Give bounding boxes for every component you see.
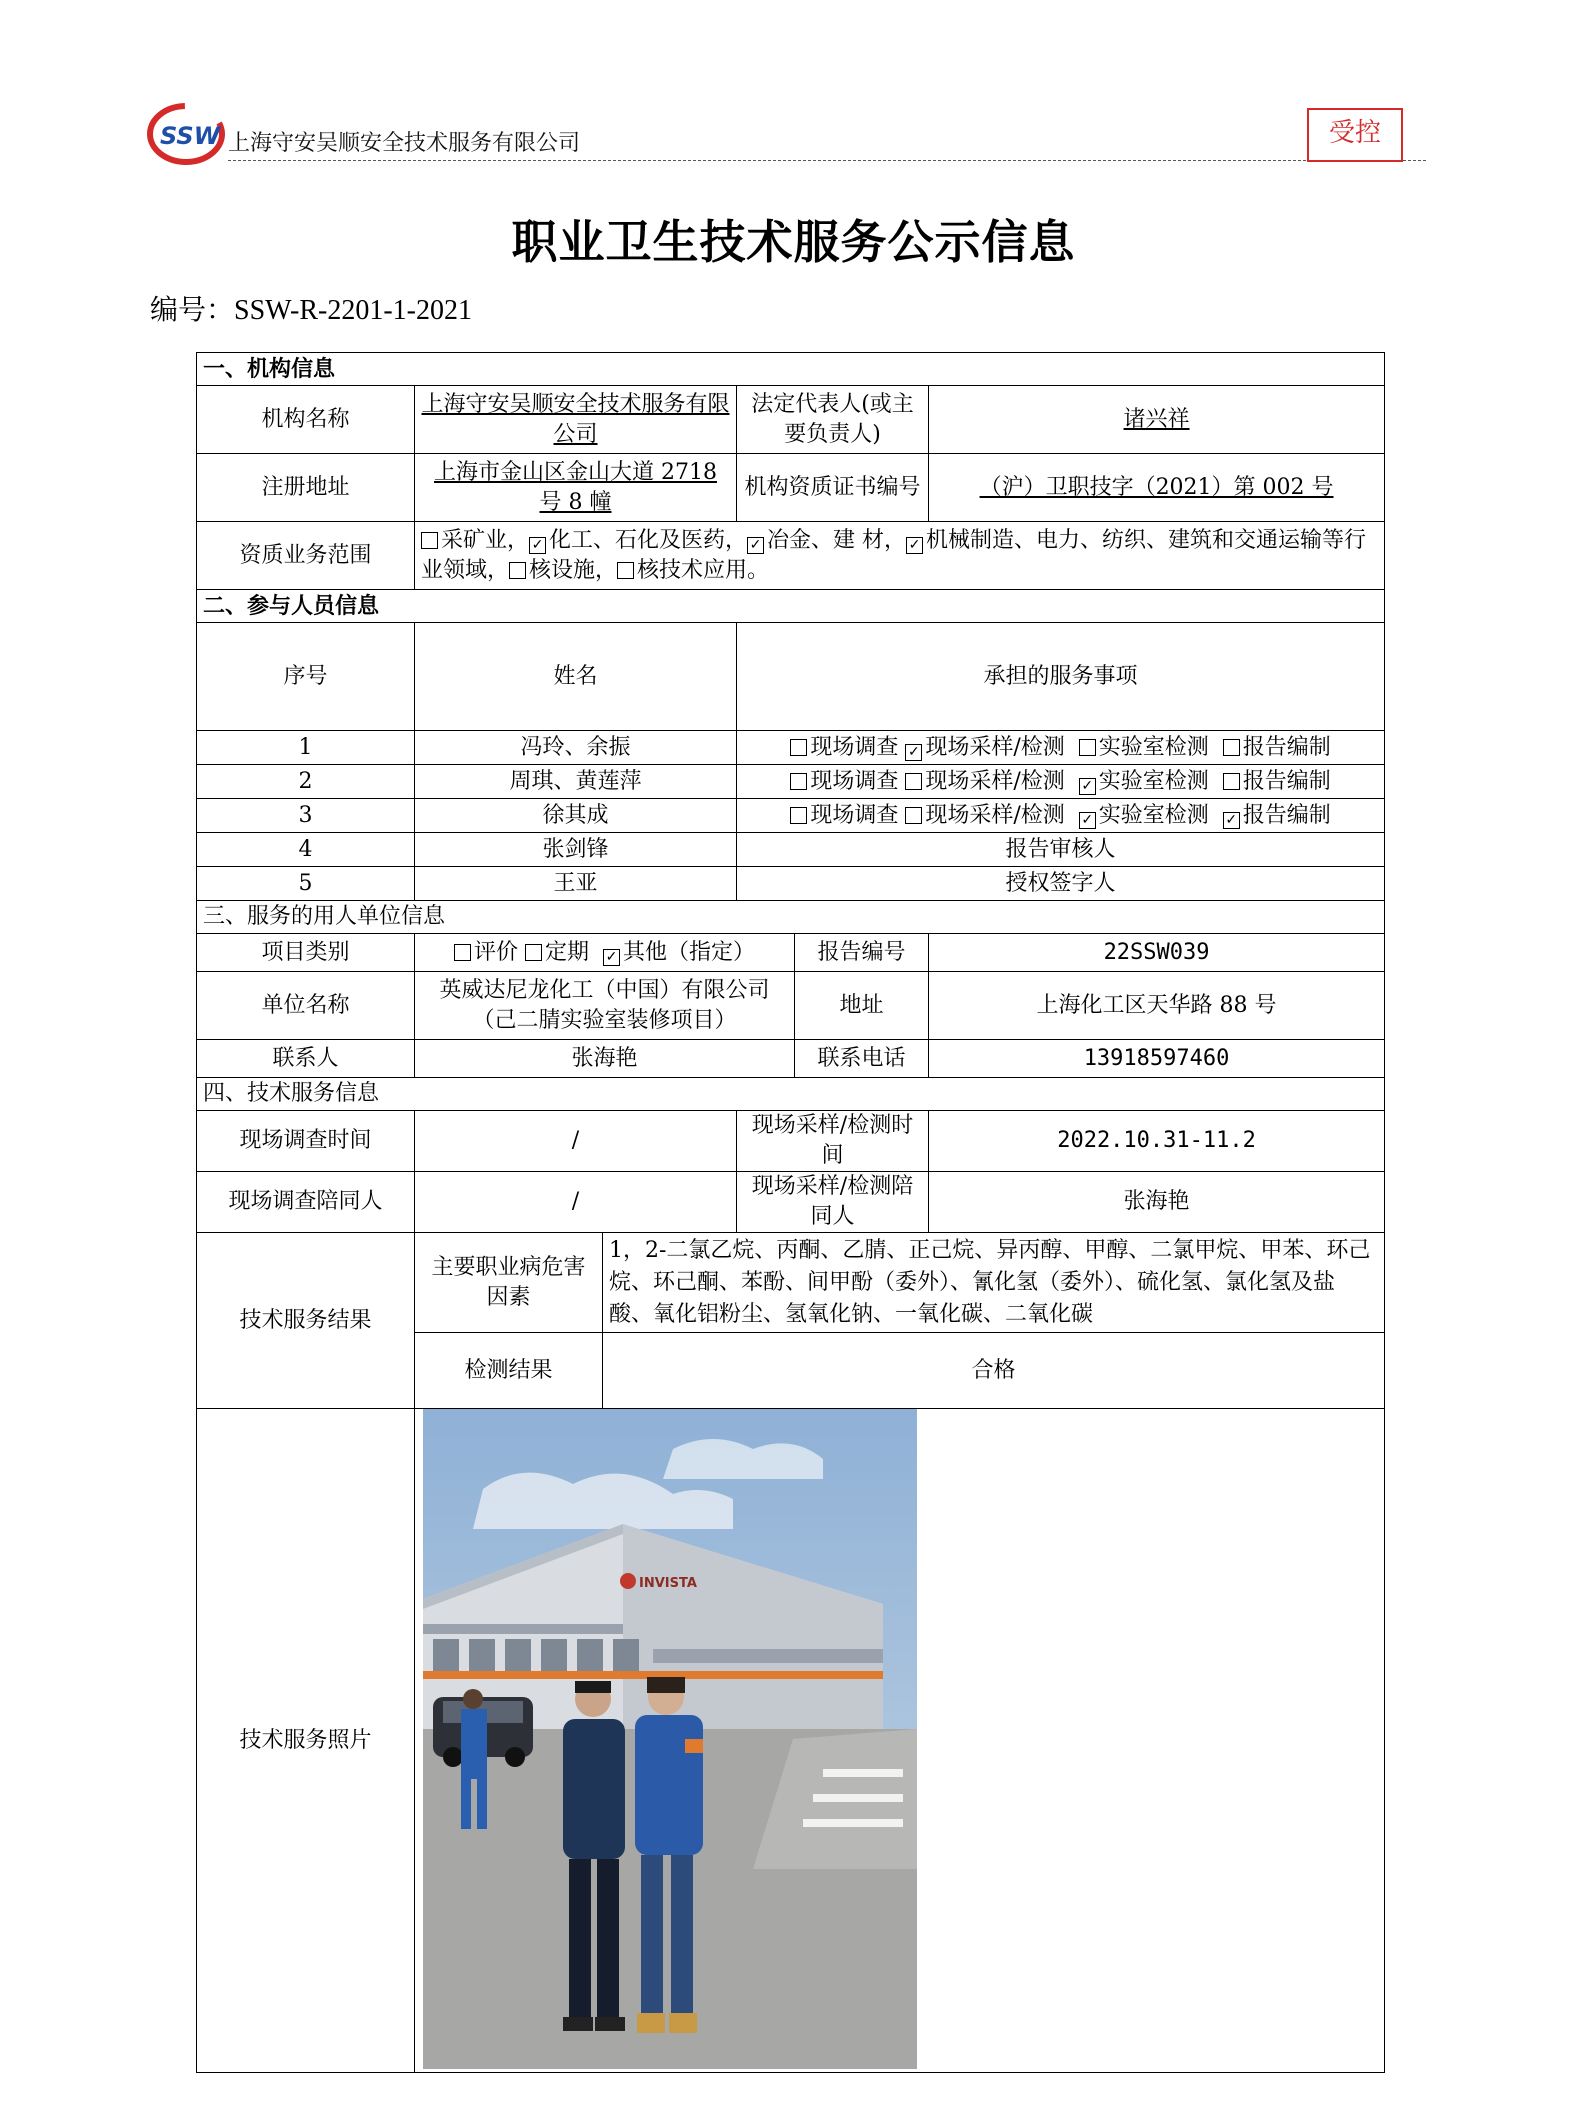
checkbox-checked-icon: ✓	[747, 537, 764, 554]
checkbox-checked-icon: ✓	[1079, 812, 1096, 829]
row-name: 周琪、黄莲萍	[415, 765, 737, 799]
row-name: 徐其成	[415, 799, 737, 833]
survey-escort-value: /	[415, 1172, 737, 1233]
building-sign-text: INVISTA	[639, 1576, 697, 1591]
unit-name-main: 英威达尼龙化工（中国）有限公司	[439, 977, 770, 1003]
detect-label: 检测结果	[415, 1333, 603, 1409]
unit-name-label: 单位名称	[197, 972, 415, 1040]
row-name: 张剑锋	[415, 833, 737, 867]
header-divider	[228, 160, 1426, 161]
row-no: 4	[197, 833, 415, 867]
legal-rep-value: 诸兴祥	[929, 386, 1385, 454]
row-duties: 现场调查 现场采样/检测 ✓ 实验室检测 ✓ 报告编制	[737, 799, 1385, 833]
controlled-stamp: 受控	[1307, 108, 1403, 162]
row-no: 2	[197, 765, 415, 799]
checkbox-checked-icon: ✓	[529, 537, 546, 554]
phone-label: 联系电话	[795, 1040, 929, 1078]
row-duties: 现场调查 现场采样/检测 ✓ 实验室检测 报告编制	[737, 765, 1385, 799]
checkbox-icon	[454, 944, 471, 961]
page-title: 职业卫生技术服务公示信息	[511, 215, 1076, 269]
cert-value: （沪）卫职技字（2021）第 002 号	[929, 454, 1385, 522]
checkbox-icon	[905, 807, 922, 824]
row-no: 3	[197, 799, 415, 833]
checkbox-icon	[617, 562, 634, 579]
checkbox-icon	[790, 773, 807, 790]
sampling-escort-label: 现场采样/检测陪同人	[737, 1172, 929, 1233]
contact-value: 张海艳	[415, 1040, 795, 1078]
survey-escort-label: 现场调查陪同人	[197, 1172, 415, 1233]
logo-text: SSW	[160, 122, 221, 150]
phone-value: 13918597460	[929, 1040, 1385, 1078]
checkbox-icon	[1223, 773, 1240, 790]
contact-label: 联系人	[197, 1040, 415, 1078]
org-name-label: 机构名称	[197, 386, 415, 454]
scope-item: ✓ 化工、石化及医药，	[529, 528, 747, 553]
checkbox-icon	[905, 773, 922, 790]
document-number: 编号：SSW-R-2201-1-2021	[150, 295, 473, 326]
table-row	[197, 765, 1385, 799]
scope-item: ✓ 冶金、建 材，	[747, 528, 906, 553]
row-name: 王亚	[415, 867, 737, 901]
section4-heading: 四、技术服务信息	[197, 1078, 1385, 1111]
row-duties: 现场调查 ✓ 现场采样/检测 实验室检测 报告编制	[737, 731, 1385, 765]
report-no-label: 报告编号	[795, 934, 929, 972]
table-row	[197, 731, 1385, 765]
scope-item: ✓ 机械制造、电力、纺织、建筑和交通运输等行业领域，	[421, 527, 1367, 583]
scope-label: 资质业务范围	[197, 522, 415, 590]
unit-address-label: 地址	[795, 972, 929, 1040]
checkbox-checked-icon: ✓	[906, 537, 923, 554]
sampling-time-label: 现场采样/检测时间	[737, 1111, 929, 1172]
row-name: 冯玲、余振	[415, 731, 737, 765]
company-name: 上海守安吴顺安全技术服务有限公司	[228, 131, 581, 156]
checkbox-checked-icon: ✓	[905, 744, 922, 761]
survey-time-value: /	[415, 1111, 737, 1172]
checkbox-checked-icon: ✓	[1223, 812, 1240, 829]
checkbox-icon	[1223, 739, 1240, 756]
table-row	[197, 799, 1385, 833]
address-label: 注册地址	[197, 454, 415, 522]
col-no-header: 序号	[197, 623, 415, 731]
sampling-time-value: 2022.10.31-11.2	[929, 1111, 1385, 1172]
checkbox-icon	[509, 562, 526, 579]
sampling-escort-value: 张海艳	[929, 1172, 1385, 1233]
address-value: 上海市金山区金山大道 2718 号 8 幢	[415, 454, 737, 522]
scope-item: 核技术应用。	[617, 558, 769, 583]
unit-name-sub: （己二腈实验室装修项目）	[472, 1007, 737, 1033]
table-row	[197, 867, 1385, 901]
checkbox-icon	[421, 532, 438, 549]
org-name-value: 上海守安吴顺安全技术服务有限公司	[415, 386, 737, 454]
result-label: 技术服务结果	[197, 1233, 415, 1409]
survey-time-label: 现场调查时间	[197, 1111, 415, 1172]
cert-label: 机构资质证书编号	[737, 454, 929, 522]
checkbox-icon	[790, 739, 807, 756]
photo-cell	[415, 1409, 1385, 2073]
hazard-value: 1，2-二氯乙烷、丙酮、乙腈、正己烷、异丙醇、甲醇、二氯甲烷、甲苯、环己烷、环己酮、苯酚、间甲酚（委外）、氰化氢（委外）、硫化氢、氯化氢及盐酸、氧化铝粉尘、氢氧化钠、一氧化碳、二氧化碳	[603, 1233, 1385, 1333]
section3-heading: 三、服务的用人单位信息	[197, 901, 1385, 934]
table-row	[197, 833, 1385, 867]
legal-rep-label: 法定代表人(或主要负责人)	[737, 386, 929, 454]
checkbox-checked-icon: ✓	[603, 949, 620, 966]
row-duty-text: 报告审核人	[737, 833, 1385, 867]
report-no-value: 22SSW039	[929, 934, 1385, 972]
unit-name-value	[415, 972, 795, 1040]
unit-address-value: 上海化工区天华路 88 号	[929, 972, 1385, 1040]
project-type-value: 评价 定期 ✓ 其他（指定）	[415, 934, 795, 972]
section1-heading: 一、机构信息	[197, 353, 1385, 386]
row-no: 1	[197, 731, 415, 765]
scope-value	[415, 522, 1385, 590]
row-no: 5	[197, 867, 415, 901]
row-duty-text: 授权签字人	[737, 867, 1385, 901]
checkbox-checked-icon: ✓	[1079, 778, 1096, 795]
col-duty-header: 承担的服务事项	[737, 623, 1385, 731]
ssw-logo	[146, 96, 226, 166]
hazard-label: 主要职业病危害因素	[415, 1233, 603, 1333]
checkbox-icon	[790, 807, 807, 824]
col-name-header: 姓名	[415, 623, 737, 731]
page-header	[146, 96, 1426, 166]
checkbox-icon	[525, 944, 542, 961]
scope-item: 采矿业，	[421, 528, 529, 553]
info-table	[196, 352, 1385, 2073]
project-type-label: 项目类别	[197, 934, 415, 972]
scope-item: 核设施，	[509, 558, 617, 583]
photo-label: 技术服务照片	[197, 1409, 415, 2073]
service-photo	[423, 1409, 917, 2069]
section2-heading: 二、参与人员信息	[197, 590, 1385, 623]
checkbox-icon	[1079, 739, 1096, 756]
detect-value: 合格	[603, 1333, 1385, 1409]
